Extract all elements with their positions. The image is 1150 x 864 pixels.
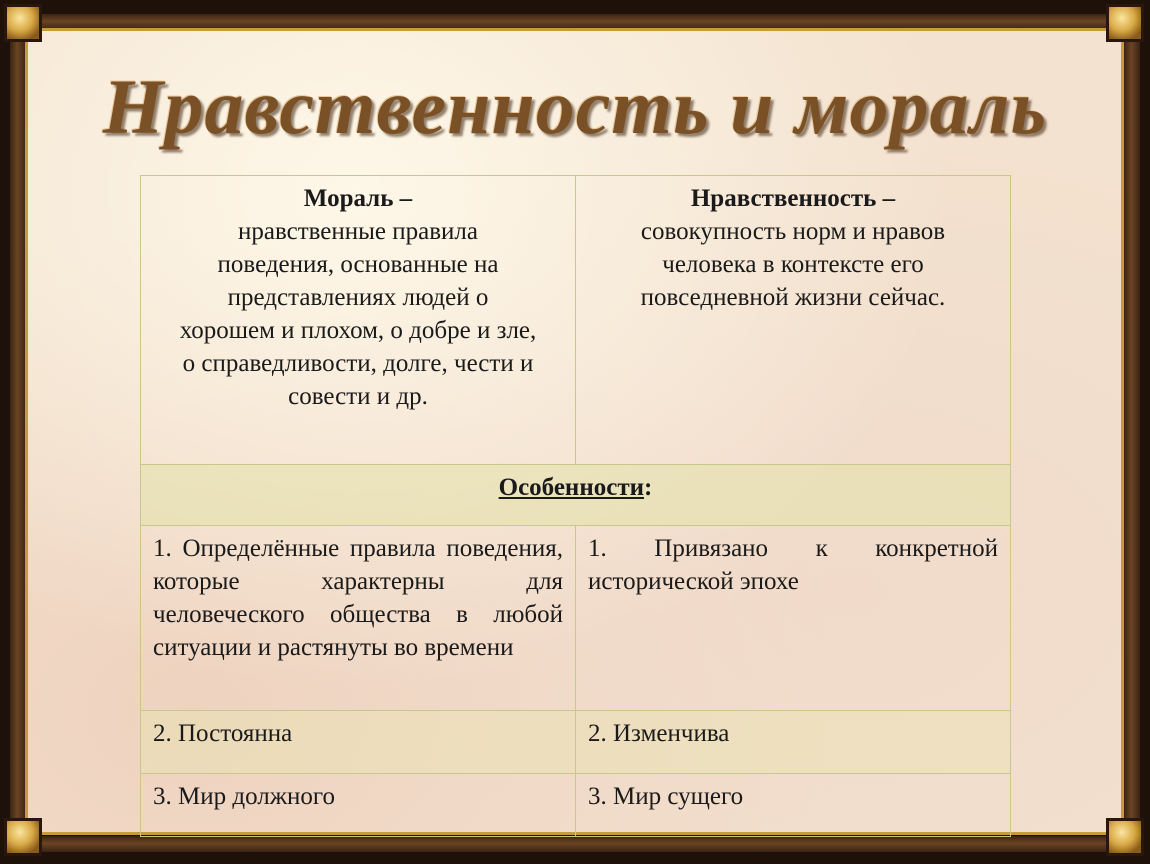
- comparison-table: [140, 175, 1011, 837]
- ethics-definition-line: повседневной жизни сейчас.: [640, 284, 946, 311]
- ethics-definition-cell: [576, 176, 1011, 465]
- morality-definition-line: о справедливости, долге, чести и: [182, 350, 534, 377]
- features-heading-colon: :: [644, 474, 653, 501]
- morality-definition-line: хорошем и плохом, о добре и зле,: [179, 317, 537, 344]
- morality-definition-line: представлениях людей о: [227, 284, 489, 311]
- morality-feature-cell: 2. Постоянна: [141, 711, 576, 774]
- morality-definition-line: нравственные правила: [237, 218, 479, 245]
- definitions-row: [141, 176, 1011, 465]
- frame-corner-ornament: [1106, 818, 1144, 856]
- ethics-feature-cell: 3. Мир сущего: [576, 774, 1011, 837]
- frame-bottom-bar: [20, 836, 1130, 852]
- features-header-cell: [141, 465, 1011, 526]
- feature-row: [141, 711, 1011, 774]
- feature-row: [141, 774, 1011, 837]
- ethics-definition-line: совокупность норм и нравов: [640, 218, 946, 245]
- morality-feature-cell: 3. Мир должного: [141, 774, 576, 837]
- ethics-feature-cell: 1. Привязано к конкретной исторической эпохе: [576, 526, 1011, 711]
- features-heading: Особенности: [498, 474, 645, 501]
- morality-definition-cell: [141, 176, 576, 465]
- feature-row: [141, 526, 1011, 711]
- ethics-feature-cell: 2. Изменчива: [576, 711, 1011, 774]
- features-header-row: [141, 465, 1011, 526]
- frame-corner-ornament: [1106, 4, 1144, 42]
- morality-definition-line: поведения, основанные на: [217, 251, 499, 278]
- frame-corner-ornament: [4, 818, 42, 856]
- slide-title: Нравственность и мораль: [102, 63, 1048, 150]
- morality-feature-cell: 1. Определённые правила поведения, которые характерны для человеческого общества в любой ситуации и растянуты во времени: [141, 526, 576, 711]
- frame-corner-ornament: [4, 4, 42, 42]
- ethics-definition-line: человека в контексте его: [662, 251, 924, 278]
- morality-term: Мораль –: [303, 185, 413, 212]
- ethics-term: Нравственность –: [690, 185, 896, 212]
- frame-gold-trim-top: [26, 28, 1124, 31]
- morality-definition-line: совести и др.: [288, 383, 428, 410]
